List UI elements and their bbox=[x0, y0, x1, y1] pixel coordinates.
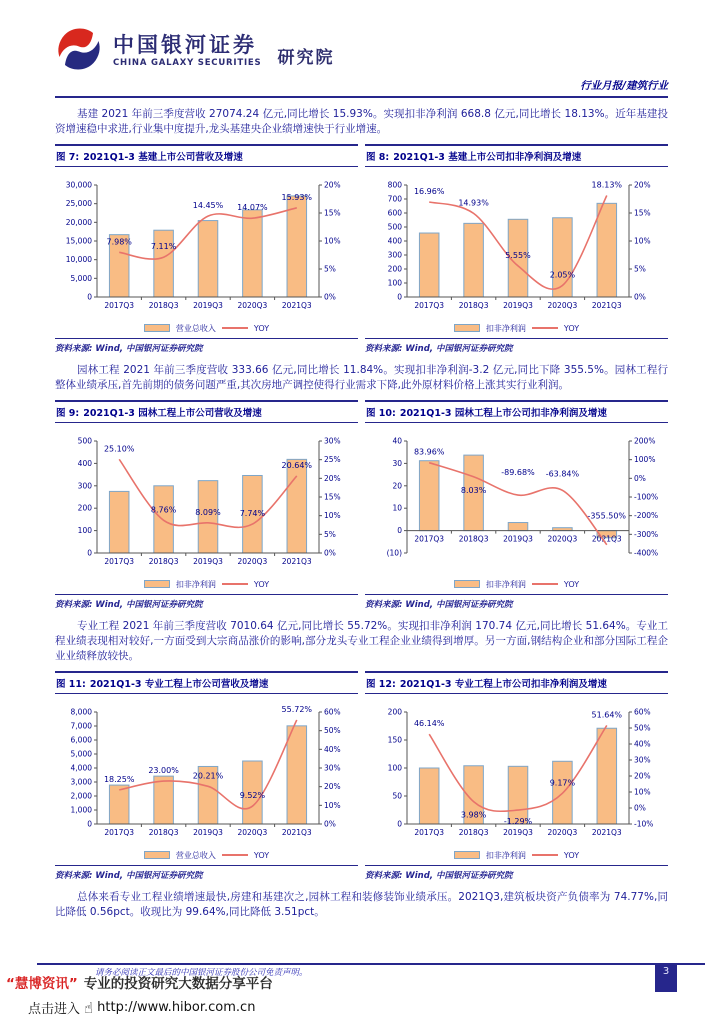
figure-11-caption: 2021Q1-3 专业工程上市公司营收及增速 bbox=[89, 679, 269, 690]
line-legend-swatch bbox=[532, 327, 558, 329]
svg-text:8,000: 8,000 bbox=[70, 707, 92, 717]
figure-8-caption: 2021Q1-3 基建上市公司扣非净利润及增速 bbox=[393, 152, 582, 163]
chart-svg bbox=[55, 698, 357, 848]
svg-text:50: 50 bbox=[392, 791, 402, 801]
svg-text:2021Q3: 2021Q3 bbox=[591, 534, 622, 544]
svg-text:25,000: 25,000 bbox=[65, 199, 92, 209]
bar-legend-swatch bbox=[454, 851, 480, 859]
svg-text:2021Q3: 2021Q3 bbox=[281, 301, 312, 310]
bar-legend-label: 扣非净利润 bbox=[485, 850, 526, 860]
svg-text:0: 0 bbox=[87, 819, 92, 829]
bar-legend-swatch bbox=[144, 324, 170, 332]
figure-8-legend bbox=[365, 321, 668, 335]
svg-text:60%: 60% bbox=[324, 707, 341, 717]
hibor-link-row bbox=[28, 998, 255, 1017]
bar-legend-swatch bbox=[144, 580, 170, 588]
svg-text:2018Q3: 2018Q3 bbox=[148, 828, 179, 837]
svg-text:20%: 20% bbox=[634, 180, 651, 190]
figure-12-source: 资料来源: Wind, 中国银河证券研究院 bbox=[365, 865, 668, 881]
svg-text:2017Q3: 2017Q3 bbox=[104, 557, 135, 566]
svg-text:2019Q3: 2019Q3 bbox=[193, 557, 223, 566]
svg-text:60%: 60% bbox=[634, 707, 651, 717]
svg-text:500: 500 bbox=[387, 222, 402, 232]
pointing-hand-icon: ☝ bbox=[84, 998, 94, 1017]
line-legend-swatch bbox=[222, 327, 248, 329]
svg-text:3.98%: 3.98% bbox=[460, 810, 487, 820]
svg-text:0: 0 bbox=[87, 292, 92, 302]
svg-text:200%: 200% bbox=[634, 436, 656, 446]
hibor-cta[interactable]: 点击进入 bbox=[28, 1002, 81, 1017]
svg-text:40: 40 bbox=[392, 436, 402, 446]
svg-text:10%: 10% bbox=[324, 236, 341, 246]
svg-text:-63.84%: -63.84% bbox=[545, 469, 580, 479]
svg-text:2021Q3: 2021Q3 bbox=[591, 828, 622, 837]
svg-text:23.00%: 23.00% bbox=[148, 766, 179, 776]
svg-text:400: 400 bbox=[387, 236, 402, 246]
line-legend-label: YOY bbox=[563, 323, 580, 333]
svg-text:20,000: 20,000 bbox=[65, 217, 92, 227]
figure-10 bbox=[365, 400, 668, 610]
svg-text:2021Q3: 2021Q3 bbox=[281, 557, 312, 566]
svg-text:14.45%: 14.45% bbox=[192, 201, 224, 211]
galaxy-swirl-logo-icon bbox=[55, 25, 103, 77]
svg-text:-355.50%: -355.50% bbox=[587, 511, 627, 521]
figure-12-chart bbox=[365, 698, 668, 848]
figure-10-source: 资料来源: Wind, 中国银河证券研究院 bbox=[365, 594, 668, 610]
figure-8 bbox=[365, 144, 668, 354]
svg-text:2020Q3: 2020Q3 bbox=[547, 828, 578, 837]
svg-text:14.93%: 14.93% bbox=[458, 198, 489, 208]
figure-12-title bbox=[365, 671, 668, 694]
figure-9-legend bbox=[55, 577, 358, 591]
disclaimer-text: 请务必阅读正文最后的中国银河证券股份公司免责声明。 bbox=[95, 968, 308, 978]
svg-text:5.55%: 5.55% bbox=[505, 250, 531, 260]
svg-text:-10%: -10% bbox=[634, 819, 654, 829]
bar-legend-swatch bbox=[144, 851, 170, 859]
svg-text:7.11%: 7.11% bbox=[150, 242, 177, 252]
svg-text:51.64%: 51.64% bbox=[591, 710, 623, 720]
svg-text:2018Q3: 2018Q3 bbox=[458, 828, 489, 837]
figure-11-source: 资料来源: Wind, 中国银河证券研究院 bbox=[55, 865, 358, 881]
line-legend-swatch bbox=[222, 583, 248, 585]
svg-text:5,000: 5,000 bbox=[70, 273, 92, 283]
figure-11-chart bbox=[55, 698, 358, 848]
svg-text:0%: 0% bbox=[324, 292, 336, 302]
bar-legend-label: 扣非净利润 bbox=[175, 579, 216, 589]
chart-svg bbox=[55, 427, 357, 577]
svg-text:10: 10 bbox=[392, 503, 402, 513]
figure-7-number: 图 7: bbox=[56, 152, 80, 163]
svg-text:7.98%: 7.98% bbox=[106, 237, 132, 247]
svg-text:300: 300 bbox=[77, 481, 92, 491]
svg-text:55.72%: 55.72% bbox=[281, 704, 313, 714]
svg-text:10%: 10% bbox=[634, 236, 651, 246]
svg-text:300: 300 bbox=[387, 250, 402, 260]
svg-text:18.25%: 18.25% bbox=[103, 774, 135, 784]
svg-text:0: 0 bbox=[397, 292, 402, 302]
svg-text:2017Q3: 2017Q3 bbox=[414, 534, 445, 544]
figure-row-2 bbox=[55, 400, 668, 610]
svg-text:2021Q3: 2021Q3 bbox=[591, 301, 622, 310]
svg-text:46.14%: 46.14% bbox=[413, 719, 445, 729]
svg-text:14.07%: 14.07% bbox=[237, 203, 268, 213]
svg-text:50%: 50% bbox=[324, 726, 341, 736]
svg-text:500: 500 bbox=[77, 436, 92, 446]
figure-9-source: 资料来源: Wind, 中国银河证券研究院 bbox=[55, 594, 358, 610]
line-legend-swatch bbox=[532, 854, 558, 856]
svg-text:25%: 25% bbox=[324, 455, 341, 465]
brand-logotype bbox=[113, 32, 262, 68]
svg-text:15%: 15% bbox=[634, 208, 651, 218]
svg-text:30,000: 30,000 bbox=[65, 180, 92, 190]
svg-text:(10): (10) bbox=[386, 548, 402, 558]
figure-9 bbox=[55, 400, 358, 610]
svg-text:100: 100 bbox=[387, 278, 402, 288]
svg-text:2020Q3: 2020Q3 bbox=[547, 534, 578, 544]
svg-text:200: 200 bbox=[387, 264, 402, 274]
svg-text:-300%: -300% bbox=[634, 529, 659, 539]
svg-text:200: 200 bbox=[77, 503, 92, 513]
paragraph-landscape: 园林工程 2021 年前三季度营收 333.66 亿元,同比增长 11.84%。实现扣非净利润-3.2 亿元,同比下降 355.5%。园林工程行整体业绩承压,首先前期的债务问题严重,其次房地产调控使得行业需求下降,此外原材料价格上涨其实行业利润。 bbox=[55, 364, 668, 391]
figure-11 bbox=[55, 671, 358, 881]
svg-text:15.93%: 15.93% bbox=[281, 192, 313, 202]
svg-text:5%: 5% bbox=[324, 529, 336, 539]
svg-text:20.64%: 20.64% bbox=[281, 460, 313, 470]
svg-text:400: 400 bbox=[77, 458, 92, 468]
figure-7-title bbox=[55, 144, 358, 167]
svg-text:0%: 0% bbox=[634, 292, 646, 302]
svg-text:100: 100 bbox=[387, 763, 402, 773]
figure-11-number: 图 11: bbox=[56, 679, 86, 690]
svg-text:30%: 30% bbox=[324, 436, 341, 446]
svg-text:9.52%: 9.52% bbox=[239, 791, 266, 801]
doc-type-label: 行业月报/建筑行业 bbox=[580, 80, 668, 92]
figure-7-chart bbox=[55, 171, 358, 321]
svg-text:2021Q3: 2021Q3 bbox=[281, 828, 312, 837]
figure-12-legend bbox=[365, 848, 668, 862]
hibor-url-link[interactable]: http://www.hibor.com.cn bbox=[97, 1000, 256, 1015]
svg-text:2018Q3: 2018Q3 bbox=[148, 557, 179, 566]
figure-10-number: 图 10: bbox=[366, 408, 396, 419]
svg-text:7.74%: 7.74% bbox=[239, 509, 266, 519]
svg-text:0: 0 bbox=[87, 548, 92, 558]
figure-8-number: 图 8: bbox=[366, 152, 390, 163]
svg-text:0%: 0% bbox=[324, 819, 336, 829]
svg-text:-200%: -200% bbox=[634, 511, 659, 521]
svg-text:-89.68%: -89.68% bbox=[501, 468, 535, 478]
svg-text:2018Q3: 2018Q3 bbox=[148, 301, 179, 310]
svg-text:2020Q3: 2020Q3 bbox=[237, 828, 268, 837]
hibor-brand: “慧博资讯” bbox=[6, 976, 78, 992]
svg-text:15%: 15% bbox=[324, 492, 341, 502]
svg-text:25.10%: 25.10% bbox=[103, 444, 135, 454]
figure-7-caption: 2021Q1-3 基建上市公司营收及增速 bbox=[83, 152, 243, 163]
figure-row-1 bbox=[55, 144, 668, 354]
svg-text:700: 700 bbox=[387, 194, 402, 204]
svg-text:200: 200 bbox=[387, 707, 402, 717]
svg-text:1,000: 1,000 bbox=[70, 805, 92, 815]
bar-legend-label: 营业总收入 bbox=[175, 850, 216, 860]
svg-text:2017Q3: 2017Q3 bbox=[414, 828, 445, 837]
svg-text:5,000: 5,000 bbox=[70, 749, 92, 759]
svg-text:10%: 10% bbox=[634, 787, 651, 797]
brand-name-cn: 中国银河证券 bbox=[113, 32, 257, 57]
svg-text:100: 100 bbox=[77, 526, 92, 536]
svg-text:150: 150 bbox=[387, 735, 402, 745]
svg-text:20%: 20% bbox=[324, 180, 341, 190]
figure-7-legend bbox=[55, 321, 358, 335]
bar-legend-swatch bbox=[454, 580, 480, 588]
svg-text:800: 800 bbox=[387, 180, 402, 190]
bar-legend-swatch bbox=[454, 324, 480, 332]
figure-7 bbox=[55, 144, 358, 354]
header-rule bbox=[55, 96, 668, 98]
line-legend-label: YOY bbox=[563, 579, 580, 589]
svg-text:15%: 15% bbox=[324, 208, 341, 218]
svg-text:30: 30 bbox=[392, 458, 402, 468]
svg-text:10%: 10% bbox=[324, 800, 341, 810]
svg-text:3,000: 3,000 bbox=[70, 777, 92, 787]
svg-text:2019Q3: 2019Q3 bbox=[503, 828, 533, 837]
figure-10-title bbox=[365, 400, 668, 423]
figure-11-legend bbox=[55, 848, 358, 862]
svg-text:100%: 100% bbox=[634, 455, 656, 465]
svg-text:15,000: 15,000 bbox=[65, 236, 92, 246]
figure-10-caption: 2021Q1-3 园林工程上市公司扣非净利润及增速 bbox=[399, 408, 607, 419]
line-legend-label: YOY bbox=[563, 850, 580, 860]
svg-text:4,000: 4,000 bbox=[70, 763, 92, 773]
svg-text:7,000: 7,000 bbox=[70, 721, 92, 731]
svg-text:9.17%: 9.17% bbox=[549, 778, 576, 788]
svg-text:40%: 40% bbox=[324, 744, 341, 754]
svg-text:50%: 50% bbox=[634, 723, 651, 733]
svg-text:6,000: 6,000 bbox=[70, 735, 92, 745]
svg-text:10,000: 10,000 bbox=[65, 255, 92, 265]
paragraph-summary: 总体来看专业工程业绩增速最快,房建和基建次之,园林工程和装修装饰业绩承压。2021Q3,建筑板块资产负债率为 74.77%,同比降低 0.56pct。收现比为 99.64%,同比降低 3.51pct。 bbox=[55, 891, 668, 918]
figure-10-legend bbox=[365, 577, 668, 591]
svg-text:30%: 30% bbox=[634, 755, 651, 765]
svg-text:-1.29%: -1.29% bbox=[503, 817, 533, 827]
svg-text:-400%: -400% bbox=[634, 548, 659, 558]
svg-text:16.96%: 16.96% bbox=[413, 187, 445, 197]
svg-text:2019Q3: 2019Q3 bbox=[193, 828, 223, 837]
svg-text:2019Q3: 2019Q3 bbox=[503, 301, 533, 310]
figure-9-number: 图 9: bbox=[56, 408, 80, 419]
line-legend-label: YOY bbox=[253, 579, 270, 589]
chart-svg bbox=[365, 171, 667, 321]
figure-9-title bbox=[55, 400, 358, 423]
svg-text:2020Q3: 2020Q3 bbox=[237, 301, 268, 310]
svg-text:20%: 20% bbox=[324, 473, 341, 483]
svg-text:5%: 5% bbox=[634, 264, 646, 274]
footer-rule bbox=[37, 963, 705, 965]
svg-text:2020Q3: 2020Q3 bbox=[237, 557, 268, 566]
svg-text:600: 600 bbox=[387, 208, 402, 218]
svg-text:2,000: 2,000 bbox=[70, 791, 92, 801]
line-legend-swatch bbox=[222, 854, 248, 856]
figure-row-3 bbox=[55, 671, 668, 881]
svg-text:8.03%: 8.03% bbox=[460, 485, 487, 495]
svg-text:8.76%: 8.76% bbox=[150, 505, 177, 515]
svg-text:0: 0 bbox=[397, 526, 402, 536]
svg-text:2.05%: 2.05% bbox=[549, 270, 576, 280]
svg-text:2019Q3: 2019Q3 bbox=[503, 534, 533, 544]
svg-text:2017Q3: 2017Q3 bbox=[104, 828, 135, 837]
hibor-tagline: 专业的投资研究大数据分享平台 bbox=[83, 976, 273, 992]
svg-text:20.21%: 20.21% bbox=[192, 771, 224, 781]
svg-text:30%: 30% bbox=[324, 763, 341, 773]
figure-8-source: 资料来源: Wind, 中国银河证券研究院 bbox=[365, 338, 668, 354]
svg-text:20%: 20% bbox=[634, 771, 651, 781]
figure-9-caption: 2021Q1-3 园林工程上市公司营收及增速 bbox=[83, 408, 262, 419]
svg-text:83.96%: 83.96% bbox=[413, 447, 445, 457]
bar-legend-label: 扣非净利润 bbox=[485, 579, 526, 589]
chart-svg bbox=[365, 698, 667, 848]
figure-12-caption: 2021Q1-3 专业工程上市公司扣非净利润及增速 bbox=[399, 679, 607, 690]
svg-text:0: 0 bbox=[397, 819, 402, 829]
paragraph-professional: 专业工程 2021 年前三季度营收 7010.64 亿元,同比增长 55.72%。实现扣非净利润 170.74 亿元,同比增长 51.64%。专业工程业绩表现相对较好,一方面受到大宗商品涨价的影响,部分龙头专业工程企业业绩得到增厚。另一方面,钢结构企业和部分国际工程企业业绩释放较快。 bbox=[55, 620, 668, 662]
svg-text:20: 20 bbox=[392, 481, 402, 491]
bar-legend-label: 营业总收入 bbox=[175, 323, 216, 333]
svg-text:18.13%: 18.13% bbox=[591, 180, 623, 190]
chart-svg bbox=[55, 171, 357, 321]
line-legend-label: YOY bbox=[253, 323, 270, 333]
line-legend-swatch bbox=[532, 583, 558, 585]
svg-text:2017Q3: 2017Q3 bbox=[104, 301, 135, 310]
svg-text:0%: 0% bbox=[634, 473, 646, 483]
figure-8-title bbox=[365, 144, 668, 167]
svg-text:0%: 0% bbox=[324, 548, 336, 558]
svg-text:8.09%: 8.09% bbox=[195, 507, 221, 517]
brand-name-en: CHINA GALAXY SECURITIES bbox=[113, 57, 262, 68]
figure-11-title bbox=[55, 671, 358, 694]
page-header bbox=[55, 0, 668, 98]
svg-text:2018Q3: 2018Q3 bbox=[458, 301, 489, 310]
figure-12 bbox=[365, 671, 668, 881]
svg-text:10%: 10% bbox=[324, 511, 341, 521]
paragraph-infrastructure: 基建 2021 年前三季度营收 27074.24 亿元,同比增长 15.93%。实现扣非净利润 668.8 亿元,同比增长 18.13%。近年基建投资增速稳中求进,行业集中度提升,龙头基建央企业绩增速快于行业增速。 bbox=[55, 108, 668, 135]
svg-text:2019Q3: 2019Q3 bbox=[193, 301, 223, 310]
hibor-watermark bbox=[6, 972, 273, 992]
line-legend-label: YOY bbox=[253, 850, 270, 860]
svg-text:-100%: -100% bbox=[634, 492, 659, 502]
figure-7-source: 资料来源: Wind, 中国银河证券研究院 bbox=[55, 338, 358, 354]
figure-8-chart bbox=[365, 171, 668, 321]
svg-text:2017Q3: 2017Q3 bbox=[414, 301, 445, 310]
figure-12-number: 图 12: bbox=[366, 679, 396, 690]
page-number-badge: 3 bbox=[655, 964, 677, 992]
chart-svg bbox=[365, 427, 667, 577]
svg-text:2018Q3: 2018Q3 bbox=[458, 534, 489, 544]
svg-text:20%: 20% bbox=[324, 782, 341, 792]
svg-text:40%: 40% bbox=[634, 739, 651, 749]
figure-10-chart bbox=[365, 427, 668, 577]
svg-text:5%: 5% bbox=[324, 264, 336, 274]
institute-label: 研究院 bbox=[277, 47, 335, 68]
bar-legend-label: 扣非净利润 bbox=[485, 323, 526, 333]
svg-text:2020Q3: 2020Q3 bbox=[547, 301, 578, 310]
figure-9-chart bbox=[55, 427, 358, 577]
svg-text:0%: 0% bbox=[634, 803, 646, 813]
